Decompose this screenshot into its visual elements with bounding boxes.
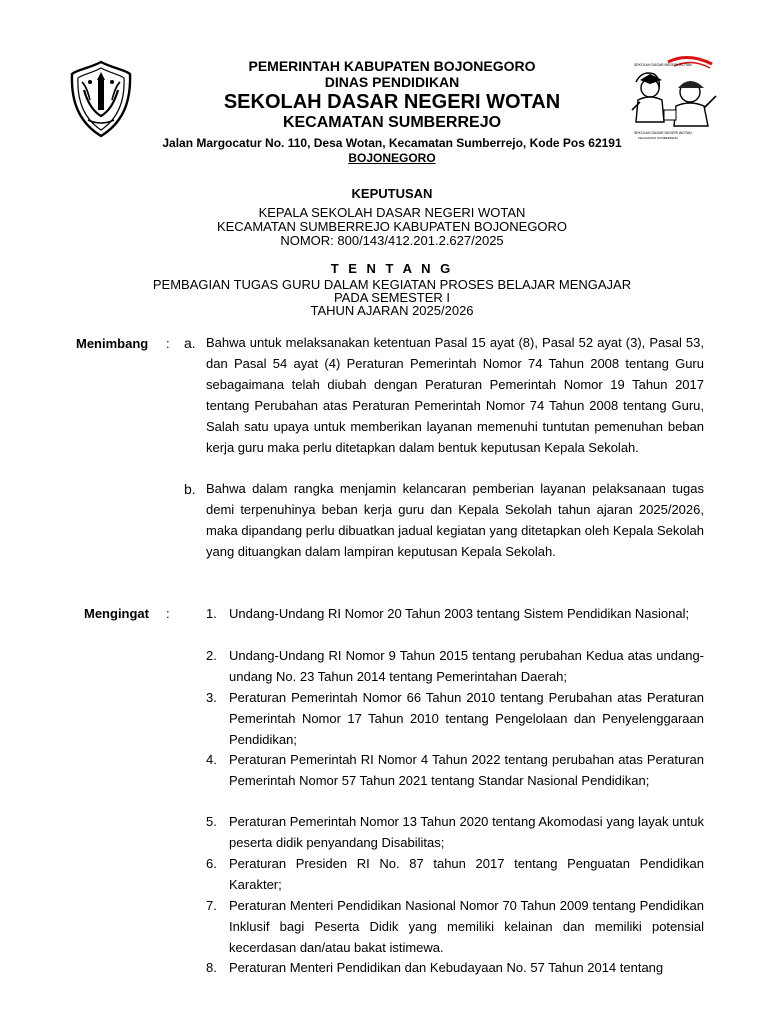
- letterhead-department: DINAS PENDIDIKAN: [324, 74, 460, 90]
- mengingat-item-text: Peraturan Menteri Pendidikan dan Kebudayaan No. 57 Tahun 2014 tentang: [229, 960, 664, 975]
- menimbang-item-letter: b.: [184, 481, 196, 497]
- mengingat-item-number: 6.: [206, 856, 217, 871]
- decision-heading: KEPUTUSAN: [351, 186, 433, 201]
- mengingat-item-number: 8.: [206, 960, 217, 975]
- mengingat-colon: :: [166, 606, 170, 621]
- mengingat-item-text: Undang-Undang RI Nomor 20 Tahun 2003 tentang Sistem Pendidikan Nasional;: [229, 606, 690, 621]
- tentang-heading: T E N T A N G: [330, 261, 454, 276]
- mengingat-item-number: 5.: [206, 814, 217, 829]
- letterhead-city: BOJONEGORO: [348, 151, 436, 165]
- menimbang-item-letter: a.: [184, 335, 196, 351]
- svg-text:SEKOLAH DASAR NEGERI WOTAN: SEKOLAH DASAR NEGERI WOTAN: [634, 131, 692, 135]
- subject-line: TAHUN AJARAN 2025/2026: [310, 303, 474, 318]
- school-students-logo-icon: [628, 52, 720, 148]
- menimbang-label: Menimbang: [76, 336, 149, 351]
- menimbang-colon: :: [166, 336, 170, 351]
- mengingat-item-text: Peraturan Pemerintah Nomor 66 Tahun 2010 tentang Perubahan atas Peraturan Pemerintah Nomor 17 Tahun 2010 tentang Pengelolaan dan Penyelenggaraan Pendidikan;: [229, 690, 704, 747]
- mengingat-item-text: Peraturan Pemerintah Nomor 13 Tahun 2020 tentang Akomodasi yang layak untuk peserta didik penyandang Disabilitas;: [229, 814, 704, 850]
- mengingat-item-text: Undang-Undang RI Nomor 9 Tahun 2015 tentang perubahan Kedua atas undang-undang No. 23 Tahun 2014 tentang Pemerintahan Daerah;: [229, 648, 704, 684]
- menimbang-item-text: Bahwa untuk melaksanakan ketentuan Pasal 15 ayat (8), Pasal 52 ayat (3), Pasal 53, dan Pasal 54 ayat (4) Peraturan Pemerintah Nomor 74 Tahun 2008 tentang Guru sebagaimana telah diubah dengan Peraturan Pemerintah Nomor 19 Tahun 2017 tentang Perubahan atas Peraturan Pemerintah Nomor 74 Tahun 2008 tentang Guru, Salah satu upaya untuk memberikan layanan memenuhi tuntutan pemenuhan beban kerja guru maka perlu ditetapkan dalam bentuk keputusan Kepala Sekolah.: [206, 335, 704, 455]
- mengingat-item-text: Peraturan Presiden RI No. 87 tahun 2017 tentang Penguatan Pendidikan Karakter;: [229, 856, 704, 892]
- mengingat-item-number: 4.: [206, 752, 217, 767]
- mengingat-item-number: 2.: [206, 648, 217, 663]
- letterhead-district: KECAMATAN SUMBERREJO: [282, 114, 502, 131]
- letterhead: [150, 58, 634, 165]
- svg-text:KECAMATAN SUMBERREJO: KECAMATAN SUMBERREJO: [638, 136, 678, 140]
- mengingat-item-text: Peraturan Menteri Pendidikan Nasional Nomor 70 Tahun 2009 tentang Pendidikan Inklusif bagi Peserta Didik yang memiliki kelainan dan memiliki potensial kecerdasan dan/atau bakat istimewa.: [229, 898, 704, 955]
- mengingat-item-number: 7.: [206, 898, 217, 913]
- decree-number: NOMOR: 800/143/412.201.2.627/2025: [280, 233, 504, 248]
- mengingat-item-number: 1.: [206, 606, 217, 621]
- subject-line: PADA SEMESTER I: [333, 290, 451, 305]
- subject-block: [90, 278, 694, 317]
- subject-line: PEMBAGIAN TUGAS GURU DALAM KEGIATAN PROSES BELAJAR MENGAJAR: [152, 277, 632, 292]
- issuer-block: [90, 206, 694, 248]
- letterhead-government: PEMERINTAH KABUPATEN BOJONEGORO: [248, 58, 536, 74]
- bojonegoro-regency-crest-icon: [68, 60, 134, 138]
- letterhead-school-name: SEKOLAH DASAR NEGERI WOTAN: [223, 91, 561, 113]
- issuer-line: KECAMATAN SUMBERREJO KABUPATEN BOJONEGORO: [216, 219, 568, 234]
- issuer-line: KEPALA SEKOLAH DASAR NEGERI WOTAN: [258, 205, 526, 220]
- svg-text:SEKOLAH DASAR NEGERI WOTAN: SEKOLAH DASAR NEGERI WOTAN: [634, 63, 692, 67]
- mengingat-label: Mengingat: [84, 606, 149, 621]
- mengingat-item-text: Peraturan Pemerintah RI Nomor 4 Tahun 2022 tentang perubahan atas Peraturan Pemerintah Nomor 57 Tahun 2021 tentang Standar Nasional Pendidikan;: [229, 752, 704, 788]
- mengingat-item-number: 3.: [206, 690, 217, 705]
- menimbang-item-text: Bahwa dalam rangka menjamin kelancaran pemberian layanan pelaksanaan tugas demi terpenuhinya beban kerja guru dan Kepala Sekolah tahun ajaran 2025/2026, maka dipandang perlu dibuatkan jadual kegiatan yang ditetapkan oleh Kepala Sekolah yang dituangkan dalam lampiran keputusan Kepala Sekolah.: [206, 481, 704, 559]
- letterhead-address: Jalan Margocatur No. 110, Desa Wotan, Kecamatan Sumberrejo, Kode Pos 62191: [162, 136, 622, 150]
